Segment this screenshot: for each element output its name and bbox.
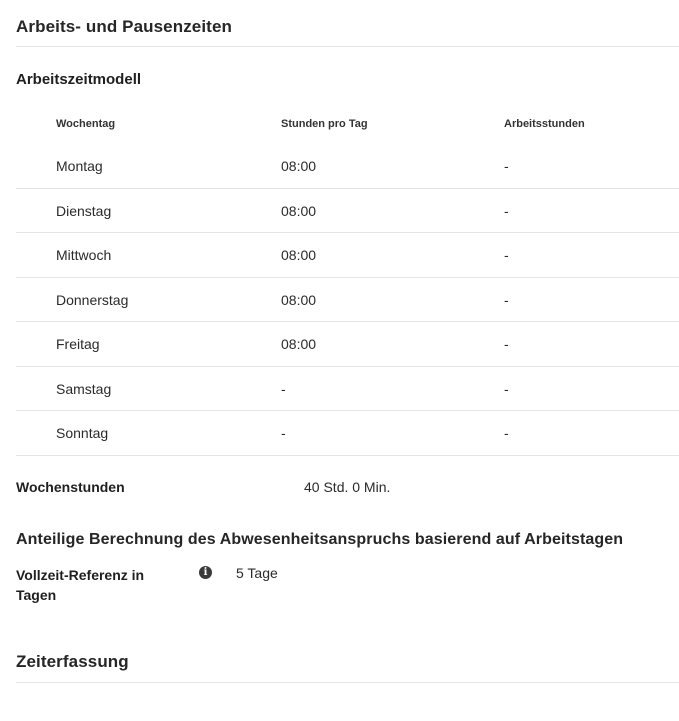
day-cell: Freitag bbox=[56, 336, 100, 352]
table-row bbox=[16, 189, 679, 234]
absence-calculation-title: Anteilige Berechnung des Abwesenheitsanspruchs basierend auf Arbeitstagen bbox=[16, 531, 624, 548]
section-title-time-tracking: Zeiterfassung bbox=[16, 652, 129, 671]
work-model-table bbox=[16, 102, 679, 456]
working-hours-cell: - bbox=[504, 202, 509, 219]
hours-per-day-cell: 08:00 bbox=[281, 291, 317, 308]
working-hours-cell: - bbox=[504, 291, 509, 308]
day-cell: Dienstag bbox=[56, 202, 112, 219]
divider bbox=[16, 682, 679, 683]
day-cell: Samstag bbox=[56, 380, 112, 397]
working-hours-cell: - bbox=[504, 158, 509, 174]
table-header bbox=[16, 102, 679, 144]
hours-per-day-cell: 08:00 bbox=[281, 336, 317, 352]
working-hours-cell: - bbox=[504, 247, 509, 263]
day-cell: Donnerstag bbox=[56, 291, 129, 308]
divider bbox=[16, 46, 679, 47]
day-cell: Mittwoch bbox=[56, 247, 112, 263]
table-row bbox=[16, 233, 679, 278]
day-cell: Montag bbox=[56, 158, 103, 174]
hours-per-day-cell: - bbox=[281, 425, 286, 441]
table-row bbox=[16, 278, 679, 323]
hours-per-day-cell: - bbox=[281, 380, 286, 397]
full-time-reference-label bbox=[16, 565, 144, 605]
hours-per-day-cell: 08:00 bbox=[281, 202, 317, 219]
table-row bbox=[16, 322, 679, 367]
table-row bbox=[16, 144, 679, 189]
working-hours-cell: - bbox=[504, 336, 509, 352]
full-time-reference-label-line2: Tagen bbox=[16, 587, 57, 603]
info-icon[interactable]: i bbox=[199, 566, 212, 579]
hours-per-day-cell: 08:00 bbox=[281, 247, 317, 263]
table-row bbox=[16, 367, 679, 412]
column-header-working-hours: Arbeitsstunden bbox=[504, 118, 585, 130]
working-hours-cell: - bbox=[504, 380, 509, 397]
weekly-hours-label: Wochenstunden bbox=[16, 479, 125, 495]
full-time-reference-label-line1: Vollzeit-Referenz in bbox=[16, 567, 145, 583]
column-header-day: Wochentag bbox=[56, 118, 116, 130]
table-row bbox=[16, 411, 679, 456]
section-title-work-break: Arbeits- und Pausenzeiten bbox=[16, 17, 232, 36]
working-hours-cell: - bbox=[504, 425, 509, 441]
subsection-title-work-model: Arbeitszeitmodell bbox=[16, 71, 142, 88]
day-cell: Sonntag bbox=[56, 425, 109, 441]
weekly-hours-value: 40 Std. 0 Min. bbox=[304, 479, 391, 495]
hours-per-day-cell: 08:00 bbox=[281, 158, 317, 174]
column-header-hours-per-day: Stunden pro Tag bbox=[281, 118, 368, 130]
full-time-reference-value: 5 Tage bbox=[236, 565, 278, 581]
